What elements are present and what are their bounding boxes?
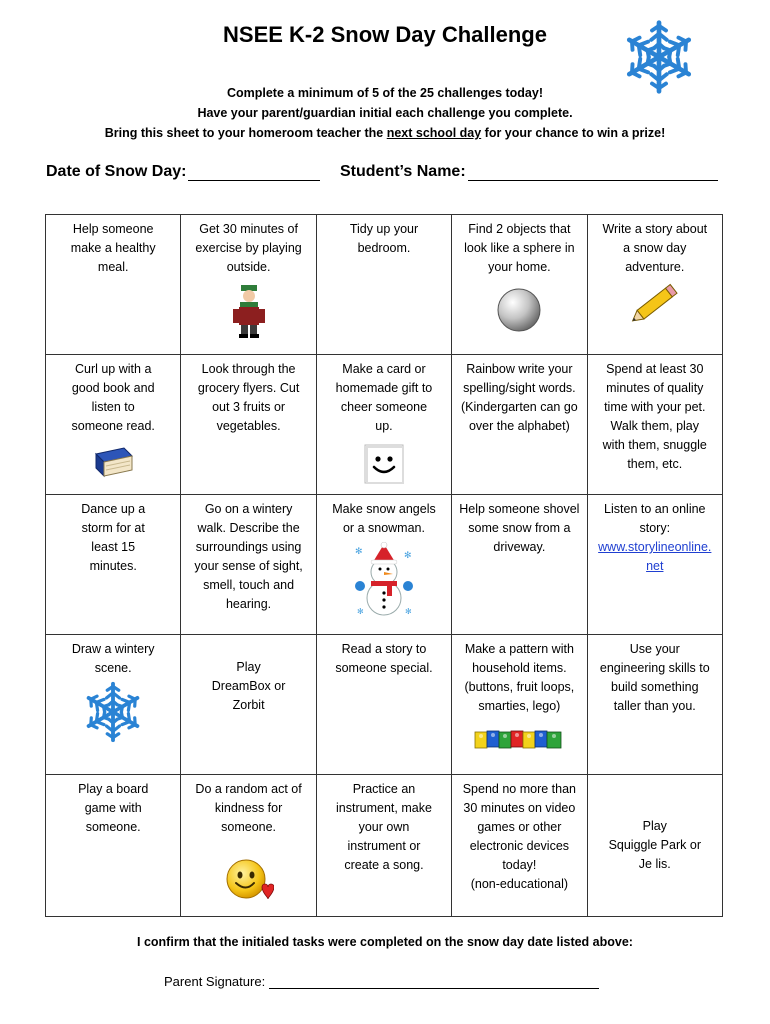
challenge-cell[interactable]: Make a pattern with household items. (buttons, fruit loops, smarties, lego) [452, 635, 587, 775]
parent-signature-label: Parent Signature: [164, 974, 266, 989]
challenge-cell[interactable]: Tidy up your bedroom. [316, 215, 451, 355]
challenge-cell[interactable]: Listen to an online story: www.storylineonline. net [587, 495, 722, 635]
lego-bricks-icon [473, 724, 565, 754]
snowflake-icon [81, 680, 145, 744]
challenge-cell[interactable]: Dance up a storm for at least 15 minutes. [46, 495, 181, 635]
challenge-cell[interactable]: Help someone shovel some snow from a driveway. [452, 495, 587, 635]
challenge-cell[interactable]: Play DreamBox or Zorbit [181, 635, 316, 775]
snowman-icon [349, 542, 419, 618]
smiley-face-icon [364, 444, 404, 484]
next-school-day-emphasis: next school day [386, 126, 482, 140]
instruction-line-3: Bring this sheet to your homeroom teacher the next school day for your chance to win a prize! [104, 126, 666, 140]
challenge-cell[interactable]: Play a board game with someone. [46, 775, 181, 917]
grid-row [46, 635, 723, 775]
challenge-cell[interactable]: Draw a wintery scene. [46, 635, 181, 775]
challenge-cell[interactable]: Curl up with a good book and listen to someone read. [46, 355, 181, 495]
grid-row [46, 215, 723, 355]
date-blank-line[interactable] [188, 162, 320, 181]
grid-row [46, 355, 723, 495]
svg-text:✻: ✻ [354, 547, 363, 557]
storylineonline-link[interactable]: www.storylineonline. net [598, 540, 712, 573]
confirmation-statement: I confirm that the initialed tasks were completed on the snow day date listed above: [137, 935, 633, 949]
smiley-heart-icon [224, 857, 274, 903]
student-name-label: Student’s Name: [340, 163, 466, 180]
challenge-cell[interactable]: Write a story about a snow day adventure. [587, 215, 722, 355]
svg-text:✻: ✻ [356, 607, 364, 616]
student-name-field[interactable] [340, 162, 718, 181]
book-icon [90, 444, 136, 482]
challenge-cell[interactable]: Use your engineering skills to build something taller than you. [587, 635, 722, 775]
grid-row [46, 495, 723, 635]
challenge-cell[interactable]: Spend at least 30 minutes of quality time with your pet. Walk them, play with them, snuggle them, etc. [587, 355, 722, 495]
challenge-cell[interactable]: Do a random act of kindness for someone. [181, 775, 316, 917]
page-title: NSEE K-2 Snow Day Challenge [223, 22, 547, 47]
parent-signature-line[interactable] [269, 974, 599, 989]
challenge-cell[interactable]: Make snow angels or a snowman. ✻ ✻ ✻ ✻ [316, 495, 451, 635]
instruction-line-2: Have your parent/guardian initial each challenge you complete. [197, 106, 573, 120]
challenge-cell[interactable]: Read a story to someone special. [316, 635, 451, 775]
info-fields [46, 162, 726, 188]
parent-signature-field[interactable] [164, 974, 599, 989]
challenge-cell[interactable]: Spend no more than 30 minutes on video games or other electronic devices today! (non-educational) [452, 775, 587, 917]
challenge-cell[interactable]: Make a card or homemade gift to cheer someone up. [316, 355, 451, 495]
challenge-cell[interactable]: Go on a wintery walk. Describe the surroundings using your sense of sight, smell, touch and hearing. [181, 495, 316, 635]
grid-row [46, 775, 723, 917]
challenge-cell[interactable]: Get 30 minutes of exercise by playing outside. [181, 215, 316, 355]
instruction-line-1: Complete a minimum of 5 of the 25 challenges today! [226, 86, 544, 100]
date-of-snow-day-field[interactable] [46, 162, 320, 181]
pencil-icon [625, 279, 685, 329]
svg-text:✻: ✻ [404, 607, 412, 616]
sphere-ball-icon [496, 287, 542, 333]
date-label: Date of Snow Day: [46, 163, 187, 180]
instructions [0, 83, 770, 143]
challenge-cell[interactable]: Play Squiggle Park or Je lis. [587, 775, 722, 917]
student-name-blank-line[interactable] [468, 162, 718, 181]
challenge-cell[interactable]: Practice an instrument, make your own instrument or create a song. [316, 775, 451, 917]
challenge-cell[interactable]: Find 2 objects that look like a sphere in your home. [452, 215, 587, 355]
svg-text:✻: ✻ [403, 551, 412, 561]
challenge-cell[interactable]: Help someone make a healthy meal. [46, 215, 181, 355]
challenge-grid [45, 214, 723, 917]
challenge-cell[interactable]: Rainbow write your spelling/sight words. (Kindergarten can go over the alphabet) [452, 355, 587, 495]
child-in-winter-clothes-icon [231, 283, 267, 339]
challenge-cell[interactable]: Look through the grocery flyers. Cut out 3 fruits or vegetables. [181, 355, 316, 495]
